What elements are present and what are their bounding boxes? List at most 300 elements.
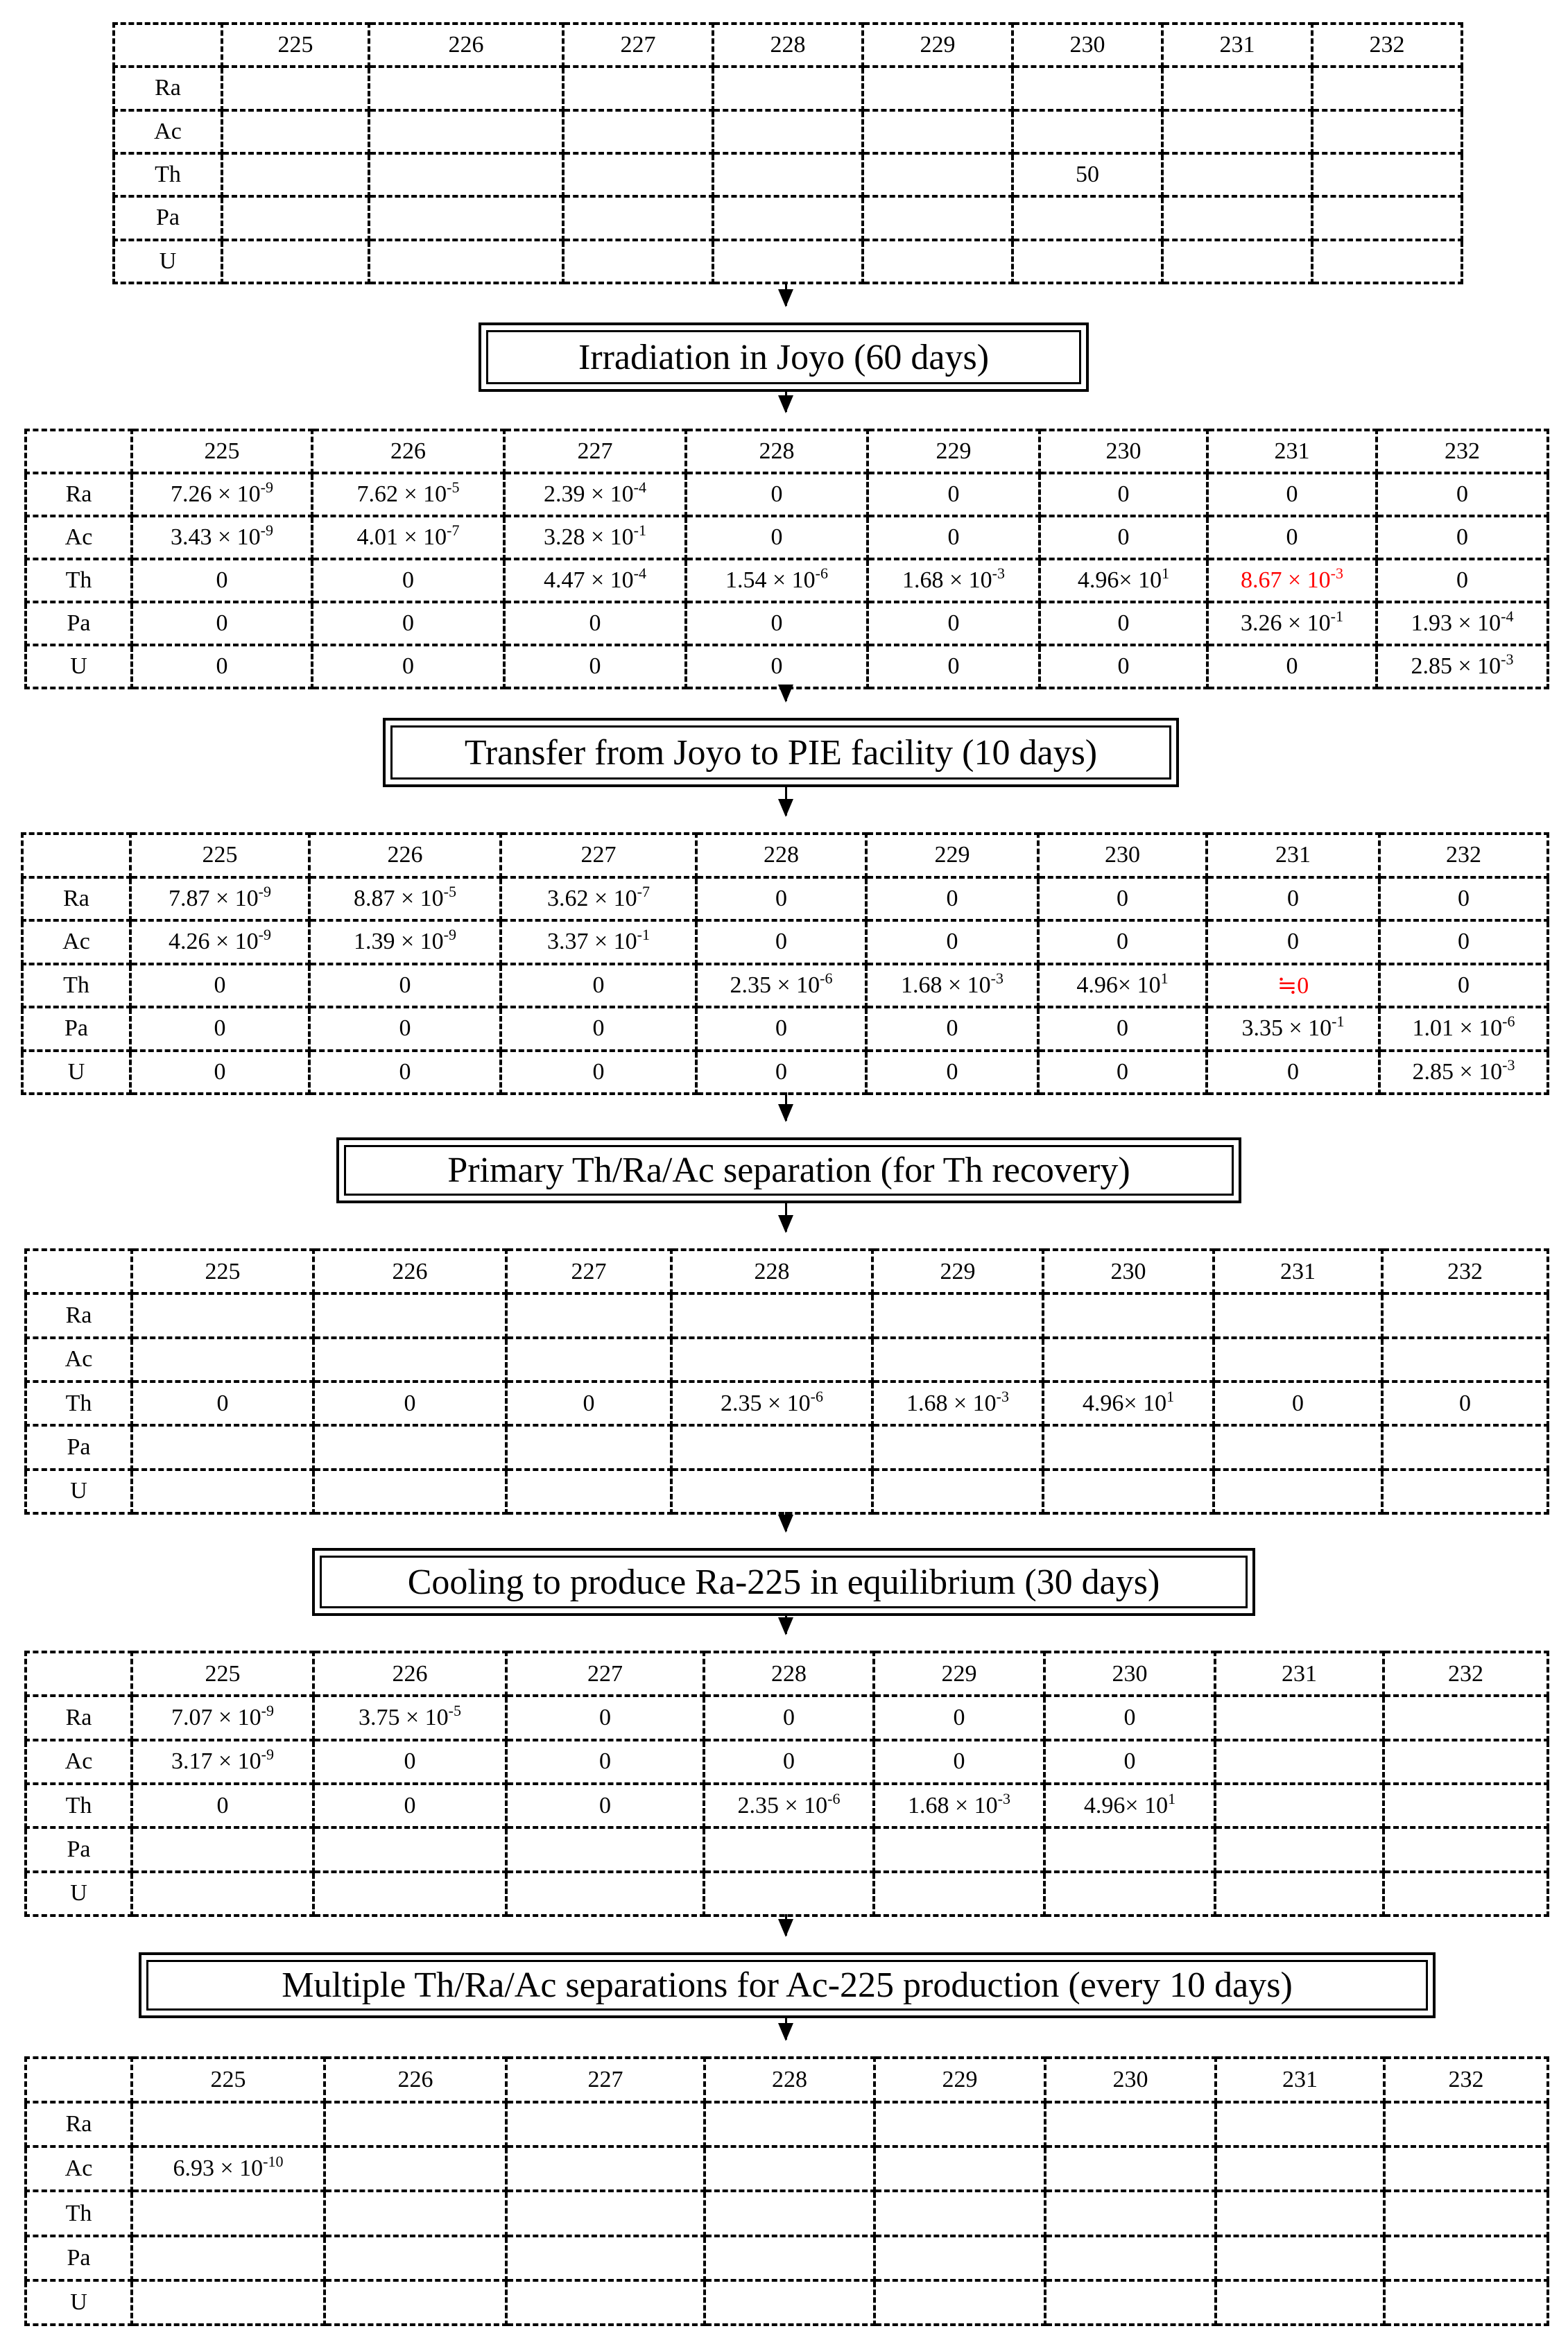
cell-Th-226: 0 (312, 559, 504, 602)
cell-U-230: 0 (1038, 1051, 1207, 1094)
cell-Ac-226 (369, 110, 563, 153)
cell-U-232: $2.85 \times 10^{-3}$ (1377, 645, 1548, 688)
table-row-Ra (22, 877, 1548, 921)
cell-U-231 (1216, 2280, 1384, 2325)
column-header-227: 227 (506, 1652, 704, 1696)
cell-Th-227 (506, 2191, 705, 2235)
cell-Th-232 (1384, 1784, 1548, 1827)
isotope-table-after-cooling (24, 1651, 1549, 1917)
column-header-226: 226 (312, 430, 504, 473)
table-header-row (22, 834, 1548, 877)
cell-Th-230: $4.96\times 10^1$ (1038, 964, 1207, 1008)
cell-Pa-225: 0 (132, 602, 312, 645)
cell-Pa-229 (875, 2236, 1045, 2280)
table-header-row (114, 24, 1462, 67)
cell-Pa-226: 0 (312, 602, 504, 645)
cell-U-229 (863, 240, 1013, 283)
cell-U-230: 0 (1040, 645, 1207, 688)
cell-Ra-225: $7.26 \times 10^{-9}$ (132, 473, 312, 516)
cell-Th-231 (1215, 1784, 1384, 1827)
row-label-U: U (26, 1872, 132, 1916)
cell-Th-229: $1.68 \times 10^{-3}$ (872, 1382, 1043, 1425)
row-label-Pa: Pa (26, 1827, 132, 1871)
cell-U-226: 0 (309, 1051, 501, 1094)
cell-Ac-226: $4.01 \times 10^{-7}$ (312, 516, 504, 559)
cell-Ac-229: 0 (874, 1740, 1044, 1784)
cell-Th-228: $2.35 \times 10^{-6}$ (704, 1784, 874, 1827)
cell-Ac-232: 0 (1379, 920, 1548, 964)
cell-Pa-232 (1384, 2236, 1548, 2280)
column-header-225: 225 (132, 2058, 325, 2102)
process-step-box: Transfer from Joyo to PIE facility (10 days) (383, 718, 1179, 787)
isotope-table-initial (112, 22, 1463, 284)
cell-U-227 (563, 240, 713, 283)
cell-Ra-231: 0 (1207, 877, 1379, 921)
table-row-Ac (26, 2146, 1548, 2191)
cell-Ra-228: 0 (704, 1696, 874, 1739)
cell-Pa-230: 0 (1038, 1007, 1207, 1051)
process-step-box: Irradiation in Joyo (60 days) (479, 322, 1089, 392)
cell-Ac-227: $3.28 \times 10^{-1}$ (504, 516, 686, 559)
cell-U-227 (506, 1470, 671, 1513)
cell-Ra-225 (132, 2102, 325, 2146)
cell-Ra-228: 0 (696, 877, 866, 921)
cell-Pa-232 (1312, 196, 1462, 239)
table-row-Ra (114, 67, 1462, 110)
cell-Ac-228 (705, 2146, 875, 2191)
cell-Ra-232: 0 (1379, 877, 1548, 921)
cell-U-226 (313, 1872, 506, 1916)
cell-U-229 (872, 1470, 1043, 1513)
cell-Ra-231 (1216, 2102, 1384, 2146)
row-label-U: U (26, 2280, 132, 2325)
cell-U-232 (1312, 240, 1462, 283)
cell-Ra-226: $3.75 \times 10^{-5}$ (313, 1696, 506, 1739)
cell-U-225 (132, 1470, 313, 1513)
column-header-228: 228 (713, 24, 863, 67)
column-header-231: 231 (1207, 834, 1379, 877)
row-label-Ac: Ac (26, 516, 132, 559)
table-row-Ra (26, 2102, 1548, 2146)
row-label-Ra: Ra (114, 67, 222, 110)
table-row-Th (114, 153, 1462, 196)
cell-Pa-225 (222, 196, 369, 239)
flow-arrow-icon (785, 2018, 787, 2040)
isotope-table-ac225-production (24, 2056, 1549, 2326)
cell-U-228 (671, 1470, 872, 1513)
row-label-Ra: Ra (22, 877, 130, 921)
cell-Ra-227: $3.62 \times 10^{-7}$ (501, 877, 696, 921)
cell-Ra-226: $7.62 \times 10^{-5}$ (312, 473, 504, 516)
cell-Ac-231 (1214, 1338, 1382, 1382)
cell-Th-225 (132, 2191, 325, 2235)
cell-Pa-227 (506, 1827, 704, 1871)
cell-Ra-225 (132, 1293, 313, 1337)
table-row-Ra (26, 473, 1548, 516)
column-header-228: 228 (696, 834, 866, 877)
row-label-Th: Th (22, 964, 130, 1008)
cell-Ac-228: 0 (704, 1740, 874, 1784)
cell-Ra-226 (325, 2102, 506, 2146)
cell-U-231 (1215, 1872, 1384, 1916)
cell-U-228 (704, 1872, 874, 1916)
column-header-225: 225 (132, 430, 312, 473)
column-header-228: 228 (686, 430, 868, 473)
cell-U-232 (1382, 1470, 1548, 1513)
cell-Pa-230 (1013, 196, 1162, 239)
cell-Ra-232 (1384, 1696, 1548, 1739)
table-row-Th (26, 1382, 1548, 1425)
cell-Pa-230 (1044, 1827, 1215, 1871)
column-header-229: 229 (874, 1652, 1044, 1696)
cell-Th-232 (1384, 2191, 1548, 2235)
cell-Th-226: 0 (309, 964, 501, 1008)
table-row-Th (22, 964, 1548, 1008)
row-label-Ac: Ac (26, 2146, 132, 2191)
table-row-Pa (26, 2236, 1548, 2280)
cell-Ra-229 (875, 2102, 1045, 2146)
cell-Pa-231 (1162, 196, 1312, 239)
cell-Ac-232 (1384, 1740, 1548, 1784)
column-header-231: 231 (1215, 1652, 1384, 1696)
cell-Ra-225: $7.07 \times 10^{-9}$ (132, 1696, 313, 1739)
column-header-230: 230 (1045, 2058, 1216, 2102)
cell-Ac-229: 0 (868, 516, 1040, 559)
cell-Ac-230 (1045, 2146, 1216, 2191)
column-header-226: 226 (313, 1652, 506, 1696)
cell-U-231: 0 (1207, 645, 1377, 688)
row-label-Pa: Pa (22, 1007, 130, 1051)
cell-Ac-229 (872, 1338, 1043, 1382)
column-header-226: 226 (369, 24, 563, 67)
cell-Pa-230 (1043, 1425, 1214, 1469)
cell-Ra-229: 0 (868, 473, 1040, 516)
cell-Ra-232 (1312, 67, 1462, 110)
row-label-Ra: Ra (26, 1696, 132, 1739)
table-header-row (26, 430, 1548, 473)
flow-arrow-icon (785, 1203, 787, 1232)
cell-Th-228: $2.35 \times 10^{-6}$ (696, 964, 866, 1008)
cell-Ac-225: $4.26 \times 10^{-9}$ (130, 920, 309, 964)
cell-Ac-227: 0 (506, 1740, 704, 1784)
cell-Th-232: 0 (1377, 559, 1548, 602)
column-header-229: 229 (868, 430, 1040, 473)
cell-Ra-228 (671, 1293, 872, 1337)
cell-Ra-229: 0 (874, 1696, 1044, 1739)
cell-Th-230: $4.96\times 10^1$ (1044, 1784, 1215, 1827)
cell-Ra-227 (506, 2102, 705, 2146)
cell-Th-228: $2.35 \times 10^{-6}$ (671, 1382, 872, 1425)
cell-Ra-230: 0 (1038, 877, 1207, 921)
cell-Pa-231 (1214, 1425, 1382, 1469)
table-row-U (26, 1470, 1548, 1513)
corner-cell (26, 430, 132, 473)
cell-U-229: 0 (866, 1051, 1038, 1094)
cell-Pa-230 (1045, 2236, 1216, 2280)
row-label-Ac: Ac (114, 110, 222, 153)
cell-Pa-226 (325, 2236, 506, 2280)
cell-Ac-230 (1013, 110, 1162, 153)
cell-U-229 (875, 2280, 1045, 2325)
table-header-row (26, 1652, 1548, 1696)
column-header-232: 232 (1377, 430, 1548, 473)
column-header-227: 227 (501, 834, 696, 877)
column-header-229: 229 (875, 2058, 1045, 2102)
cell-Ac-231: 0 (1207, 516, 1377, 559)
cell-Th-229 (863, 153, 1013, 196)
cell-Ac-225: $6.93 \times 10^{-10}$ (132, 2146, 325, 2191)
cell-Ra-228 (713, 67, 863, 110)
cell-Pa-231: $3.35 \times 10^{-1}$ (1207, 1007, 1379, 1051)
cell-Th-230: $4.96\times 10^1$ (1040, 559, 1207, 602)
flow-arrow-icon (785, 1616, 787, 1634)
column-header-228: 228 (705, 2058, 875, 2102)
column-header-230: 230 (1040, 430, 1207, 473)
cell-Pa-225 (132, 2236, 325, 2280)
column-header-225: 225 (132, 1250, 313, 1293)
row-label-Th: Th (26, 559, 132, 602)
cell-Th-226 (325, 2191, 506, 2235)
cell-Th-225: 0 (132, 559, 312, 602)
cell-Ra-230 (1043, 1293, 1214, 1337)
row-label-Ra: Ra (26, 2102, 132, 2146)
table-row-Pa (26, 602, 1548, 645)
cell-Pa-228 (713, 196, 863, 239)
cell-U-227 (506, 2280, 705, 2325)
row-label-Ra: Ra (26, 473, 132, 516)
cell-Pa-227 (506, 1425, 671, 1469)
cell-Th-229: $1.68 \times 10^{-3}$ (866, 964, 1038, 1008)
corner-cell (26, 1250, 132, 1293)
cell-Th-227: $4.47 \times 10^{-4}$ (504, 559, 686, 602)
cell-Pa-228: 0 (696, 1007, 866, 1051)
column-header-230: 230 (1038, 834, 1207, 877)
cell-Th-231: $8.67 \times 10^{-3}$ (1207, 559, 1377, 602)
cell-Pa-226 (369, 196, 563, 239)
cell-Th-231: 0 (1214, 1382, 1382, 1425)
isotope-table-after-primary-separation (24, 1248, 1549, 1515)
column-header-232: 232 (1384, 2058, 1548, 2102)
table-row-Th (26, 1784, 1548, 1827)
row-label-Ac: Ac (26, 1740, 132, 1784)
column-header-229: 229 (863, 24, 1013, 67)
corner-cell (22, 834, 130, 877)
process-step-box: Multiple Th/Ra/Ac separations for Ac-225 production (every 10 days) (139, 1952, 1436, 2018)
cell-Ac-228: 0 (696, 920, 866, 964)
table-row-Pa (114, 196, 1462, 239)
cell-Ra-232: 0 (1377, 473, 1548, 516)
cell-U-227: 0 (504, 645, 686, 688)
cell-Pa-229 (863, 196, 1013, 239)
table-row-Pa (26, 1425, 1548, 1469)
flow-arrow-icon (785, 1092, 787, 1121)
cell-Th-228: $1.54 \times 10^{-6}$ (686, 559, 868, 602)
corner-cell (26, 1652, 132, 1696)
cell-Pa-229 (874, 1827, 1044, 1871)
row-label-Ac: Ac (26, 1338, 132, 1382)
table-row-Pa (26, 1827, 1548, 1871)
cell-Pa-227 (563, 196, 713, 239)
row-label-U: U (26, 645, 132, 688)
cell-U-228 (705, 2280, 875, 2325)
cell-Pa-231: $3.26 \times 10^{-1}$ (1207, 602, 1377, 645)
cell-Ra-229 (872, 1293, 1043, 1337)
cell-U-229 (874, 1872, 1044, 1916)
table-row-U (22, 1051, 1548, 1094)
cell-U-226: 0 (312, 645, 504, 688)
cell-Pa-231 (1215, 1827, 1384, 1871)
cell-U-230 (1044, 1872, 1215, 1916)
cell-Ac-227 (563, 110, 713, 153)
flow-arrow-icon (785, 282, 787, 306)
cell-U-225 (132, 2280, 325, 2325)
cell-Ac-226 (313, 1338, 506, 1382)
column-header-227: 227 (506, 2058, 705, 2102)
cell-Ra-228 (705, 2102, 875, 2146)
cell-Pa-232: $1.93 \times 10^{-4}$ (1377, 602, 1548, 645)
flow-arrow-icon (785, 1914, 787, 1936)
cell-Th-232 (1312, 153, 1462, 196)
cell-Ra-232 (1384, 2102, 1548, 2146)
cell-Th-227: 0 (501, 964, 696, 1008)
table-row-U (26, 1872, 1548, 1916)
cell-Ra-227 (506, 1293, 671, 1337)
cell-Ra-227: 0 (506, 1696, 704, 1739)
cell-U-226 (313, 1470, 506, 1513)
row-label-Ra: Ra (26, 1293, 132, 1337)
table-row-Th (26, 2191, 1548, 2235)
cell-Ac-225 (132, 1338, 313, 1382)
table-row-U (26, 645, 1548, 688)
cell-Ra-230: 0 (1044, 1696, 1215, 1739)
cell-Pa-225 (132, 1425, 313, 1469)
cell-Th-231 (1216, 2191, 1384, 2235)
cell-U-232: $2.85 \times 10^{-3}$ (1379, 1051, 1548, 1094)
column-header-229: 229 (866, 834, 1038, 877)
column-header-225: 225 (132, 1652, 313, 1696)
row-label-Pa: Pa (26, 1425, 132, 1469)
column-header-226: 226 (309, 834, 501, 877)
column-header-231: 231 (1216, 2058, 1384, 2102)
cell-Pa-232 (1384, 1827, 1548, 1871)
cell-Pa-229: 0 (868, 602, 1040, 645)
cell-Pa-231 (1216, 2236, 1384, 2280)
column-header-232: 232 (1384, 1652, 1548, 1696)
cell-U-232 (1384, 1872, 1548, 1916)
row-label-Th: Th (114, 153, 222, 196)
table-row-Ra (26, 1293, 1548, 1337)
cell-Pa-226 (313, 1827, 506, 1871)
row-label-U: U (26, 1470, 132, 1513)
cell-Pa-226: 0 (309, 1007, 501, 1051)
table-row-U (26, 2280, 1548, 2325)
cell-U-228 (713, 240, 863, 283)
cell-Ac-232 (1382, 1338, 1548, 1382)
table-row-Ac (26, 516, 1548, 559)
cell-Th-230: $4.96\times 10^1$ (1043, 1382, 1214, 1425)
process-step-box: Primary Th/Ra/Ac separation (for Th recovery) (336, 1137, 1241, 1203)
cell-Pa-227: 0 (501, 1007, 696, 1051)
cell-Th-226: 0 (313, 1382, 506, 1425)
cell-U-232 (1384, 2280, 1548, 2325)
row-label-Th: Th (26, 1784, 132, 1827)
cell-Th-225: 0 (132, 1784, 313, 1827)
flow-arrow-icon (785, 1512, 787, 1531)
row-label-U: U (22, 1051, 130, 1094)
column-header-230: 230 (1044, 1652, 1215, 1696)
cell-Ra-226 (313, 1293, 506, 1337)
column-header-228: 228 (671, 1250, 872, 1293)
column-header-226: 226 (313, 1250, 506, 1293)
cell-Ac-225: $3.43 \times 10^{-9}$ (132, 516, 312, 559)
table-row-Ac (26, 1338, 1548, 1382)
cell-U-231 (1214, 1470, 1382, 1513)
cell-Th-231 (1162, 153, 1312, 196)
cell-Ac-227 (506, 1338, 671, 1382)
cell-Ra-230: 0 (1040, 473, 1207, 516)
cell-Ac-225: $3.17 \times 10^{-9}$ (132, 1740, 313, 1784)
cell-Pa-228 (704, 1827, 874, 1871)
cell-U-231 (1162, 240, 1312, 283)
cell-Ac-231 (1215, 1740, 1384, 1784)
column-header-231: 231 (1207, 430, 1377, 473)
cell-Pa-229 (872, 1425, 1043, 1469)
column-header-232: 232 (1382, 1250, 1548, 1293)
cell-Ac-226: 0 (313, 1740, 506, 1784)
cell-Ac-231 (1216, 2146, 1384, 2191)
column-header-231: 231 (1162, 24, 1312, 67)
cell-Ac-232 (1312, 110, 1462, 153)
cell-U-231: 0 (1207, 1051, 1379, 1094)
cell-Ra-229: 0 (866, 877, 1038, 921)
table-row-U (114, 240, 1462, 283)
cell-Th-232: 0 (1382, 1382, 1548, 1425)
column-header-227: 227 (563, 24, 713, 67)
cell-U-230 (1043, 1470, 1214, 1513)
column-header-226: 226 (325, 2058, 506, 2102)
column-header-227: 227 (504, 430, 686, 473)
cell-Ac-230: 0 (1040, 516, 1207, 559)
row-label-Th: Th (26, 1382, 132, 1425)
column-header-227: 227 (506, 1250, 671, 1293)
cell-Ac-226 (325, 2146, 506, 2191)
cell-U-227 (506, 1872, 704, 1916)
cell-Th-228 (713, 153, 863, 196)
cell-Th-229: $1.68 \times 10^{-3}$ (874, 1784, 1044, 1827)
cell-Ac-228 (671, 1338, 872, 1382)
cell-Pa-230: 0 (1040, 602, 1207, 645)
corner-cell (114, 24, 222, 67)
table-row-Ac (22, 920, 1548, 964)
cell-U-225: 0 (132, 645, 312, 688)
cell-U-229: 0 (868, 645, 1040, 688)
table-header-row (26, 1250, 1548, 1293)
cell-Ra-226: $8.87 \times 10^{-5}$ (309, 877, 501, 921)
cell-Ac-229: 0 (866, 920, 1038, 964)
cell-Th-230: 50 (1013, 153, 1162, 196)
cell-U-225 (132, 1872, 313, 1916)
cell-Ra-231 (1214, 1293, 1382, 1337)
cell-Th-227 (563, 153, 713, 196)
cell-Ac-230: 0 (1044, 1740, 1215, 1784)
cell-Pa-228 (671, 1425, 872, 1469)
cell-U-227: 0 (501, 1051, 696, 1094)
cell-Ac-230: 0 (1038, 920, 1207, 964)
isotope-table-after-irradiation (24, 429, 1549, 689)
cell-Ra-231 (1215, 1696, 1384, 1739)
cell-Ac-231: 0 (1207, 920, 1379, 964)
cell-Ac-227 (506, 2146, 705, 2191)
